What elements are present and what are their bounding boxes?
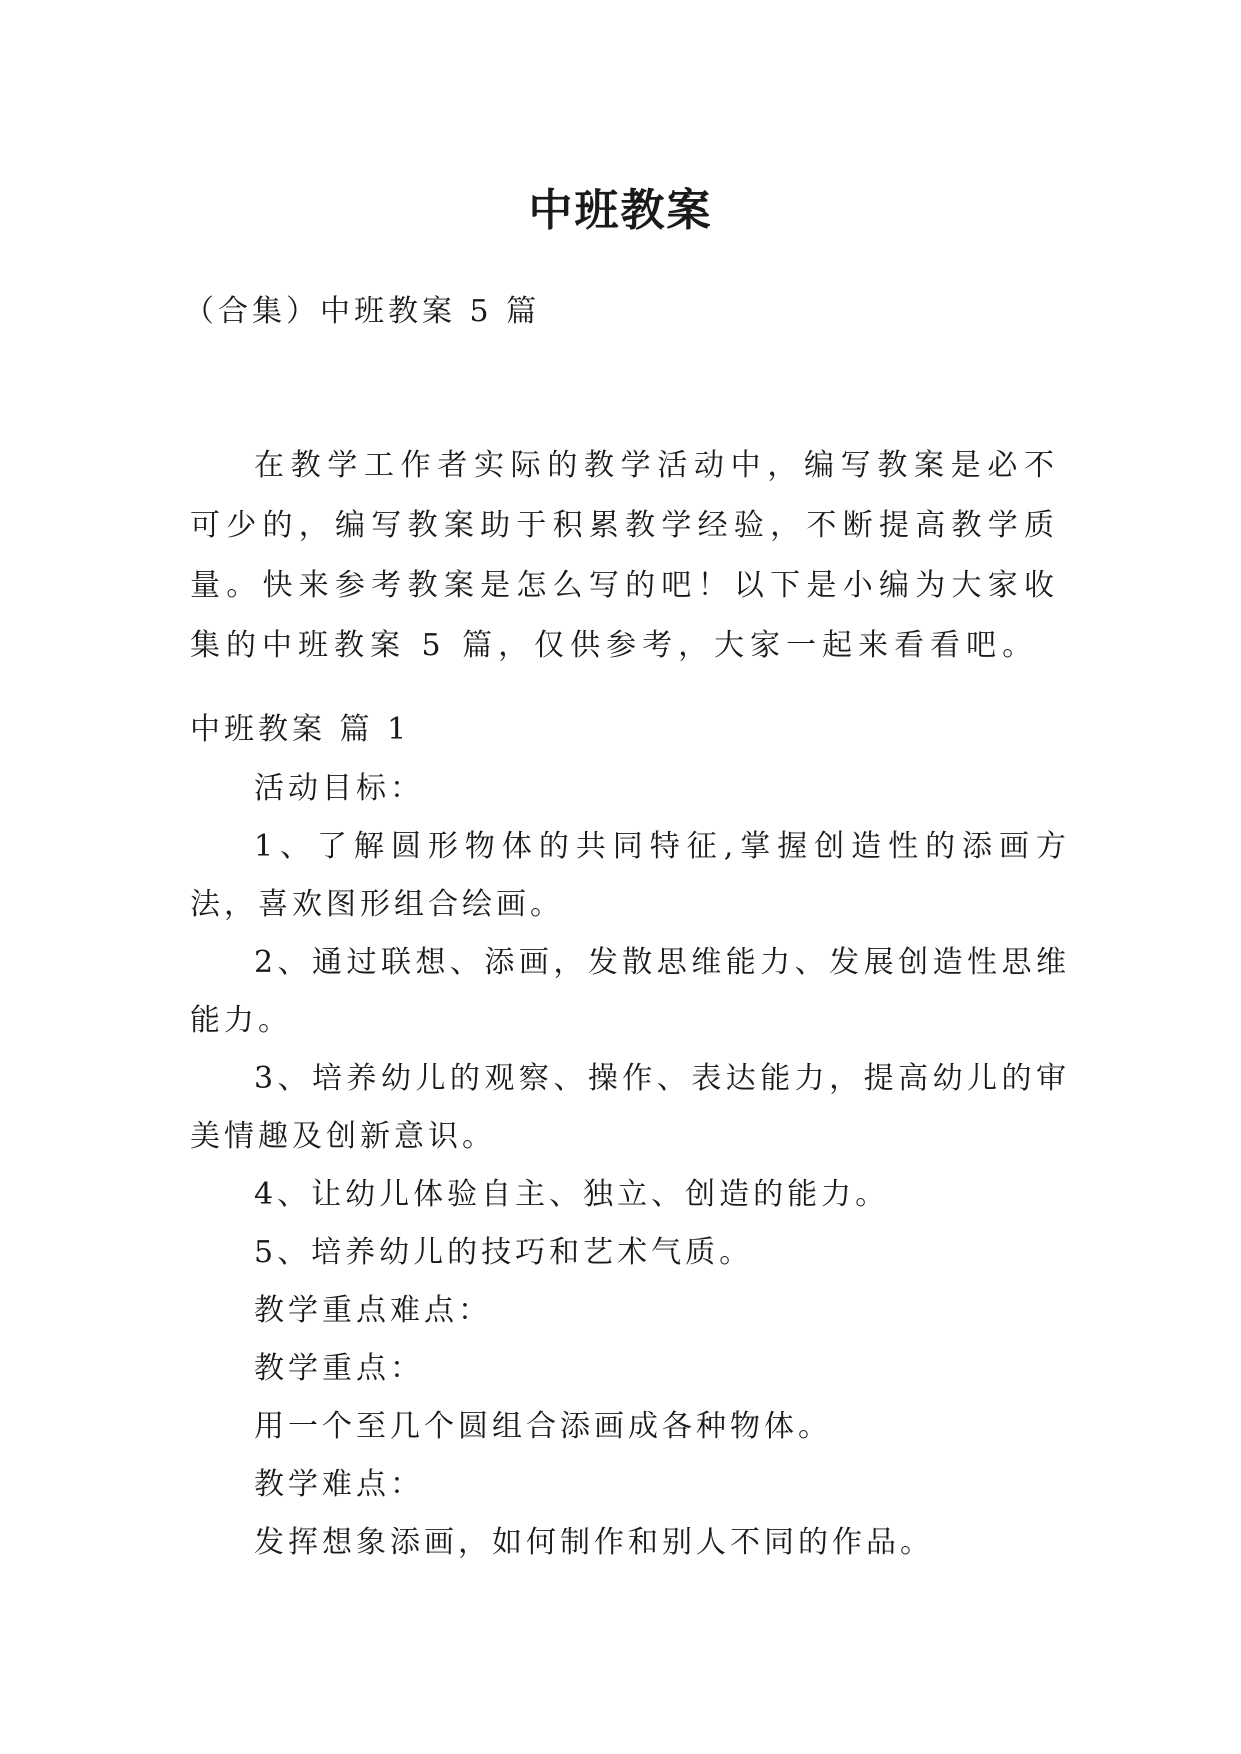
section-heading: 中班教案 篇 1 <box>190 712 411 747</box>
intro-paragraph: 在教学工作者实际的教学活动中，编写教案是必不可少的，编写教案助于积累教学经验，不断提高教学质量。快来参考教案是怎么写的吧！以下是小编为大家收集的中班教案 5 篇，仅供参考，大家一起来看看吧。 <box>190 448 1060 663</box>
activity-goals-label: 活动目标： <box>254 771 424 806</box>
difficult-text: 发挥想象添画，如何制作和别人不同的作品。 <box>254 1525 934 1560</box>
goal-item-1: 1、了解圆形物体的共同特征,掌握创造性的添画方法，喜欢图形组合绘画。 <box>190 829 1070 922</box>
key-difficult-label: 教学重点难点： <box>254 1293 492 1328</box>
document-subtitle: （合集）中班教案 5 篇 <box>184 294 541 329</box>
lesson-section-1 <box>190 700 1070 1572</box>
difficult-label: 教学难点： <box>254 1467 424 1502</box>
key-text: 用一个至几个圆组合添画成各种物体。 <box>254 1409 832 1444</box>
goal-item-3: 3、培养幼儿的观察、操作、表达能力，提高幼儿的审美情趣及创新意识。 <box>190 1061 1070 1154</box>
goal-item-2: 2、通过联想、添画，发散思维能力、发展创造性思维能力。 <box>190 945 1070 1038</box>
key-label: 教学重点： <box>254 1351 424 1386</box>
document-title: 中班教案 <box>528 185 713 237</box>
goal-item-5: 5、培养幼儿的技巧和艺术气质。 <box>254 1235 754 1270</box>
goal-item-4: 4、让幼儿体验自主、独立、创造的能力。 <box>254 1177 890 1212</box>
